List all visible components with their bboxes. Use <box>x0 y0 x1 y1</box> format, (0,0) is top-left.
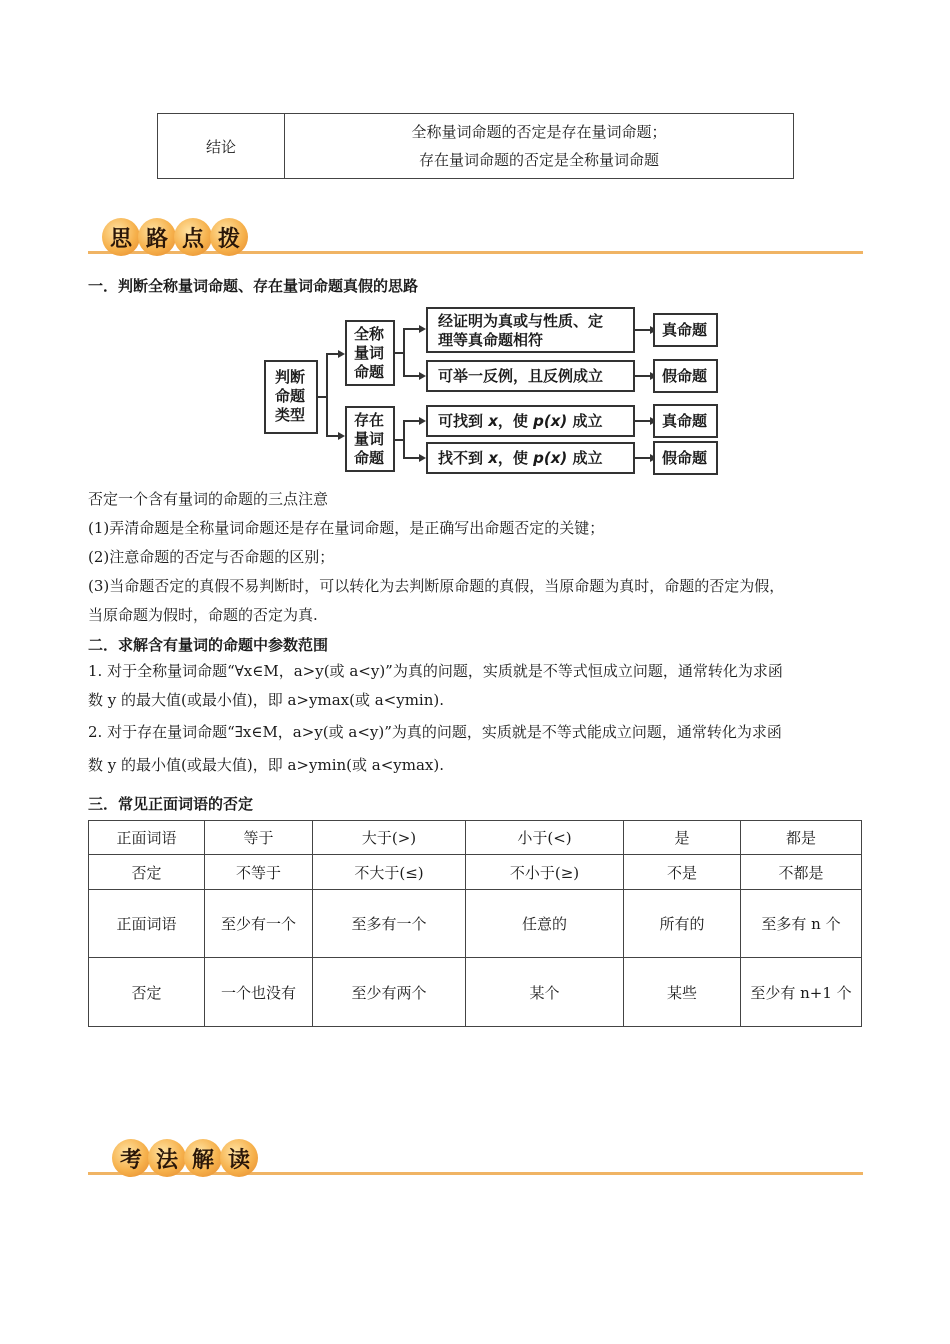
table-cell: 不大于(≤) <box>313 855 466 890</box>
diagram-root-line: 命题 <box>275 387 306 405</box>
table-row <box>89 958 862 1027</box>
connector <box>403 375 419 377</box>
table-cell: 否定 <box>89 958 205 1027</box>
banner-char: 点 <box>174 218 212 256</box>
connector <box>635 329 650 331</box>
table-row <box>89 821 862 855</box>
diagram-root-box <box>264 360 318 434</box>
table-cell: 正面词语 <box>89 821 205 855</box>
connector <box>326 353 338 355</box>
section-banner-methods <box>88 1137 863 1181</box>
condition-text: 成立 <box>567 449 603 467</box>
diagram-root-line: 类型 <box>275 406 306 424</box>
table-cell: 等于 <box>205 821 313 855</box>
table-cell: 至少有 n+1 个 <box>741 958 862 1027</box>
notes-title: 否定一个含有量词的命题的三点注意 <box>88 490 329 508</box>
table-cell: 所有的 <box>624 890 741 958</box>
notes-block <box>88 485 878 630</box>
condition-text: ，使 <box>497 412 534 430</box>
note-2: (2)注意命题的否定与否命题的区别； <box>88 548 335 566</box>
paragraph-1-line-2: 数 y 的最大值(或最小值)，即 a>ymax(或 a<ymin). <box>88 691 445 709</box>
banner-char: 思 <box>102 218 140 256</box>
table-row <box>158 114 794 179</box>
banner-char: 解 <box>184 1139 222 1177</box>
section-3-title: 三．常见正面词语的否定 <box>88 795 254 813</box>
note-1: (1)弄清命题是全称量词命题还是存在量词命题，是正确写出命题否定的关键； <box>88 519 605 537</box>
connector <box>635 375 650 377</box>
arrow-icon <box>338 350 345 358</box>
table-cell: 不小于(≥) <box>466 855 624 890</box>
arrow-icon <box>419 417 426 425</box>
arrow-icon <box>419 372 426 380</box>
condition-text: 找不到 <box>438 449 489 467</box>
table-cell: 某个 <box>466 958 624 1027</box>
table-cell: 正面词语 <box>89 890 205 958</box>
table-cell: 不都是 <box>741 855 862 890</box>
connector <box>326 353 328 437</box>
banner-char: 读 <box>220 1139 258 1177</box>
math-var: p(x) <box>533 412 568 430</box>
table-cell: 至多有一个 <box>313 890 466 958</box>
conclusion-label: 结论 <box>158 114 285 179</box>
section-1-title: 一．判断全称量词命题、存在量词命题真假的思路 <box>88 277 419 295</box>
connector <box>326 435 338 437</box>
diagram-existential-box <box>345 406 395 472</box>
diagram-existential-line: 量词 <box>354 430 385 448</box>
condition-text: ，使 <box>497 449 534 467</box>
arrow-icon <box>419 454 426 462</box>
result-true-box: 真命题 <box>653 313 718 347</box>
universal-false-condition: 可举一反例，且反例成立 <box>426 360 635 392</box>
paragraph-2-line-1: 2. 对于存在量词命题“∃x∈M，a>y(或 a<y)”为真的问题，实质就是不等式能成立问题，通常转化为求函 <box>88 723 782 741</box>
conclusion-line-2: 存在量词命题的否定是全称量词命题 <box>418 151 659 169</box>
table-cell: 大于(>) <box>313 821 466 855</box>
table-cell: 至少有一个 <box>205 890 313 958</box>
table-cell: 小于(<) <box>466 821 624 855</box>
banner-char: 拨 <box>210 218 248 256</box>
connector <box>403 328 419 330</box>
table-cell: 不是 <box>624 855 741 890</box>
existential-false-condition <box>426 442 635 474</box>
condition-line: 经证明为真或与性质、定 <box>438 312 604 330</box>
table-cell: 否定 <box>89 855 205 890</box>
conclusion-content <box>285 114 794 179</box>
universal-true-condition <box>426 307 635 353</box>
conclusion-table <box>157 113 794 179</box>
section-2-title: 二．求解含有量词的命题中参数范围 <box>88 636 329 654</box>
arrow-icon <box>419 325 426 333</box>
existential-true-condition <box>426 405 635 437</box>
condition-text: 成立 <box>567 412 603 430</box>
connector <box>403 420 419 422</box>
arrow-icon <box>338 432 345 440</box>
table-cell: 某些 <box>624 958 741 1027</box>
result-false-box: 假命题 <box>653 359 718 393</box>
table-cell: 任意的 <box>466 890 624 958</box>
paragraph-2-line-2: 数 y 的最小值(或最大值)，即 a>ymin(或 a<ymax). <box>88 756 445 774</box>
connector <box>403 420 405 459</box>
math-var: x <box>488 449 498 467</box>
truth-judgement-diagram <box>264 305 724 477</box>
condition-text: 可找到 <box>438 412 489 430</box>
table-row <box>89 890 862 958</box>
banner-char: 路 <box>138 218 176 256</box>
math-var: x <box>488 412 498 430</box>
connector <box>403 457 419 459</box>
condition-line: 理等真命题相符 <box>438 331 544 349</box>
diagram-root-line: 判断 <box>275 368 306 386</box>
diagram-universal-line: 命题 <box>354 363 385 381</box>
math-var: p(x) <box>533 449 568 467</box>
diagram-universal-line: 量词 <box>354 344 385 362</box>
table-cell: 一个也没有 <box>205 958 313 1027</box>
diagram-existential-line: 存在 <box>354 411 385 429</box>
table-cell: 至多有 n 个 <box>741 890 862 958</box>
diagram-universal-line: 全称 <box>354 325 385 343</box>
result-true-box: 真命题 <box>653 404 718 438</box>
note-3a: (3)当命题否定的真假不易判断时，可以转化为去判断原命题的真假，当原命题为真时，命题的否定为假， <box>88 577 785 595</box>
connector <box>635 457 650 459</box>
banner-char: 考 <box>112 1139 150 1177</box>
table-cell: 都是 <box>741 821 862 855</box>
negation-words-table <box>88 820 862 1027</box>
section-banner-thinking <box>88 216 863 260</box>
table-cell: 至少有两个 <box>313 958 466 1027</box>
banner-char: 法 <box>148 1139 186 1177</box>
diagram-existential-line: 命题 <box>354 449 385 467</box>
section-2-body <box>88 657 878 780</box>
conclusion-line-1: 全称量词命题的否定是存在量词命题； <box>411 123 667 141</box>
table-cell: 不等于 <box>205 855 313 890</box>
diagram-universal-box <box>345 320 395 386</box>
note-3b: 当原命题为假时，命题的否定为真. <box>88 606 318 624</box>
paragraph-1-line-1: 1. 对于全称量词命题“∀x∈M，a>y(或 a<y)”为真的问题，实质就是不等式恒成立问题，通常转化为求函 <box>88 662 783 680</box>
result-false-box: 假命题 <box>653 441 718 475</box>
table-row <box>89 855 862 890</box>
table-cell: 是 <box>624 821 741 855</box>
connector <box>635 420 650 422</box>
connector <box>403 328 405 377</box>
